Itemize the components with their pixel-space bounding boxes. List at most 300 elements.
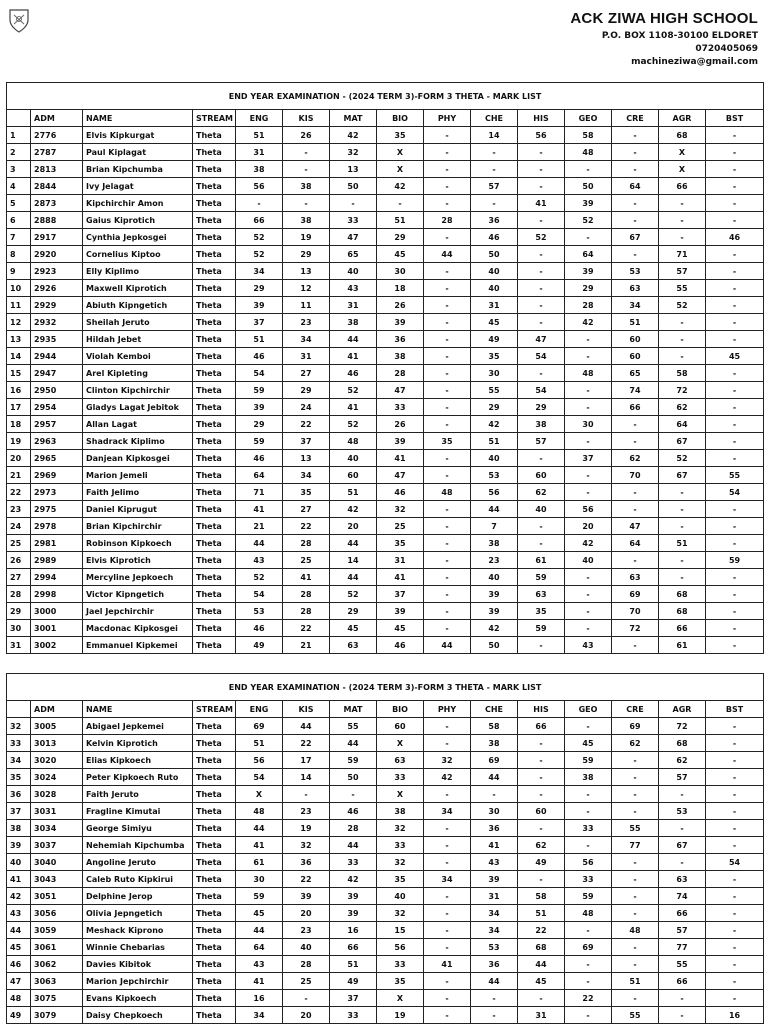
cell-agr: 67 — [659, 433, 706, 450]
cell-bst: - — [706, 195, 764, 212]
cell-agr: X — [659, 161, 706, 178]
cell-idx: 3 — [7, 161, 31, 178]
cell-che: 40 — [471, 263, 518, 280]
cell-name: Allan Lagat — [83, 416, 193, 433]
cell-cre: 55 — [612, 820, 659, 837]
cell-name: Danjean Kipkosgei — [83, 450, 193, 467]
cell-bst: - — [706, 382, 764, 399]
cell-bst: - — [706, 297, 764, 314]
cell-bst: - — [706, 718, 764, 735]
cell-che: 40 — [471, 569, 518, 586]
cell-idx: 2 — [7, 144, 31, 161]
cell-bio: 35 — [377, 973, 424, 990]
cell-name: Maxwell Kiprotich — [83, 280, 193, 297]
table-row — [7, 786, 764, 803]
cell-cre: 69 — [612, 718, 659, 735]
cell-che: - — [471, 1007, 518, 1024]
cell-phy: - — [424, 718, 471, 735]
column-header-adm: ADM — [31, 110, 83, 127]
cell-agr: 72 — [659, 718, 706, 735]
cell-eng: 51 — [236, 331, 283, 348]
cell-kis: 28 — [283, 956, 330, 973]
cell-phy: - — [424, 569, 471, 586]
cell-his: - — [518, 263, 565, 280]
cell-mat: 29 — [330, 603, 377, 620]
cell-his: 60 — [518, 467, 565, 484]
cell-mat: - — [330, 786, 377, 803]
cell-cre: 62 — [612, 450, 659, 467]
cell-name: Marion Jepchirchir — [83, 973, 193, 990]
cell-geo: 29 — [565, 280, 612, 297]
cell-his: 61 — [518, 552, 565, 569]
cell-geo: - — [565, 382, 612, 399]
cell-name: Ivy Jelagat — [83, 178, 193, 195]
column-header-name: NAME — [83, 110, 193, 127]
cell-geo: 48 — [565, 144, 612, 161]
cell-phy: - — [424, 263, 471, 280]
cell-adm: 3013 — [31, 735, 83, 752]
cell-mat: 33 — [330, 212, 377, 229]
cell-agr: 68 — [659, 586, 706, 603]
cell-phy: - — [424, 735, 471, 752]
table-row — [7, 973, 764, 990]
cell-mat: 46 — [330, 365, 377, 382]
cell-idx: 26 — [7, 552, 31, 569]
cell-stream: Theta — [193, 637, 236, 654]
cell-cre: - — [612, 127, 659, 144]
cell-phy: - — [424, 297, 471, 314]
cell-stream: Theta — [193, 348, 236, 365]
table-row — [7, 922, 764, 939]
cell-bst: - — [706, 837, 764, 854]
cell-eng: 31 — [236, 144, 283, 161]
cell-stream: Theta — [193, 229, 236, 246]
cell-bst: - — [706, 735, 764, 752]
cell-che: 14 — [471, 127, 518, 144]
cell-mat: 42 — [330, 501, 377, 518]
cell-idx: 44 — [7, 922, 31, 939]
cell-eng: 48 — [236, 803, 283, 820]
cell-eng: 53 — [236, 603, 283, 620]
cell-cre: 51 — [612, 973, 659, 990]
cell-kis: 25 — [283, 973, 330, 990]
cell-eng: 61 — [236, 854, 283, 871]
cell-phy: - — [424, 399, 471, 416]
cell-phy: - — [424, 450, 471, 467]
cell-cre: 62 — [612, 735, 659, 752]
cell-agr: 53 — [659, 803, 706, 820]
cell-his: - — [518, 820, 565, 837]
cell-idx: 4 — [7, 178, 31, 195]
cell-geo: 64 — [565, 246, 612, 263]
cell-cre: - — [612, 212, 659, 229]
cell-mat: 20 — [330, 518, 377, 535]
cell-geo: - — [565, 786, 612, 803]
cell-name: Evans Kipkoech — [83, 990, 193, 1007]
cell-adm: 2989 — [31, 552, 83, 569]
cell-che: 53 — [471, 467, 518, 484]
cell-agr: - — [659, 331, 706, 348]
cell-mat: 60 — [330, 467, 377, 484]
cell-geo: - — [565, 603, 612, 620]
cell-geo: 56 — [565, 501, 612, 518]
cell-mat: 51 — [330, 956, 377, 973]
table-row — [7, 888, 764, 905]
cell-agr: 55 — [659, 280, 706, 297]
cell-phy: - — [424, 280, 471, 297]
cell-bio: 39 — [377, 433, 424, 450]
cell-cre: - — [612, 637, 659, 654]
cell-kis: 29 — [283, 246, 330, 263]
table-row — [7, 382, 764, 399]
cell-stream: Theta — [193, 603, 236, 620]
cell-phy: - — [424, 127, 471, 144]
cell-che: 44 — [471, 973, 518, 990]
cell-stream: Theta — [193, 280, 236, 297]
cell-phy: - — [424, 467, 471, 484]
cell-mat: 44 — [330, 331, 377, 348]
cell-bio: 51 — [377, 212, 424, 229]
cell-che: 38 — [471, 735, 518, 752]
table-row — [7, 433, 764, 450]
cell-eng: 39 — [236, 399, 283, 416]
cell-adm: 2947 — [31, 365, 83, 382]
cell-bst: 46 — [706, 229, 764, 246]
cell-kis: 37 — [283, 433, 330, 450]
cell-idx: 46 — [7, 956, 31, 973]
cell-idx: 5 — [7, 195, 31, 212]
cell-mat: 44 — [330, 569, 377, 586]
cell-name: Elly Kiplimo — [83, 263, 193, 280]
cell-stream: Theta — [193, 990, 236, 1007]
cell-geo: 43 — [565, 637, 612, 654]
mark-list-table — [6, 82, 764, 654]
cell-name: Kelvin Kiprotich — [83, 735, 193, 752]
cell-name: Robinson Kipkoech — [83, 535, 193, 552]
cell-geo: - — [565, 484, 612, 501]
cell-eng: 16 — [236, 990, 283, 1007]
cell-che: 34 — [471, 922, 518, 939]
cell-eng: 71 — [236, 484, 283, 501]
cell-mat: 42 — [330, 127, 377, 144]
cell-adm: 2944 — [31, 348, 83, 365]
cell-eng: 64 — [236, 939, 283, 956]
cell-stream: Theta — [193, 212, 236, 229]
column-header-kis: KIS — [283, 110, 330, 127]
cell-mat: 28 — [330, 820, 377, 837]
table-row — [7, 416, 764, 433]
cell-eng: - — [236, 195, 283, 212]
column-header-mat: MAT — [330, 701, 377, 718]
cell-his: 66 — [518, 718, 565, 735]
cell-bio: 33 — [377, 769, 424, 786]
cell-stream: Theta — [193, 586, 236, 603]
cell-stream: Theta — [193, 718, 236, 735]
column-header-geo: GEO — [565, 110, 612, 127]
cell-his: 54 — [518, 348, 565, 365]
cell-mat: 46 — [330, 803, 377, 820]
cell-cre: 55 — [612, 1007, 659, 1024]
cell-bst: - — [706, 433, 764, 450]
cell-his: - — [518, 735, 565, 752]
cell-agr: 57 — [659, 922, 706, 939]
cell-bio: 29 — [377, 229, 424, 246]
cell-agr: - — [659, 854, 706, 871]
cell-name: Delphine Jerop — [83, 888, 193, 905]
cell-name: Arel Kipleting — [83, 365, 193, 382]
cell-che: - — [471, 786, 518, 803]
cell-mat: 55 — [330, 718, 377, 735]
cell-his: 60 — [518, 803, 565, 820]
cell-cre: 77 — [612, 837, 659, 854]
cell-idx: 22 — [7, 484, 31, 501]
cell-che: 42 — [471, 416, 518, 433]
cell-phy: - — [424, 195, 471, 212]
cell-mat: 38 — [330, 314, 377, 331]
cell-bio: 39 — [377, 314, 424, 331]
cell-his: 40 — [518, 501, 565, 518]
cell-stream: Theta — [193, 735, 236, 752]
cell-mat: 65 — [330, 246, 377, 263]
cell-stream: Theta — [193, 820, 236, 837]
cell-stream: Theta — [193, 518, 236, 535]
cell-che: - — [471, 990, 518, 1007]
cell-stream: Theta — [193, 620, 236, 637]
cell-adm: 3002 — [31, 637, 83, 654]
cell-adm: 2969 — [31, 467, 83, 484]
cell-phy: - — [424, 144, 471, 161]
cell-stream: Theta — [193, 195, 236, 212]
table-row — [7, 161, 764, 178]
cell-bio: 30 — [377, 263, 424, 280]
cell-mat: 37 — [330, 990, 377, 1007]
cell-bio: 18 — [377, 280, 424, 297]
cell-cre: 60 — [612, 331, 659, 348]
cell-agr: - — [659, 1007, 706, 1024]
cell-name: Jael Jepchirchir — [83, 603, 193, 620]
cell-bio: 47 — [377, 382, 424, 399]
cell-adm: 3061 — [31, 939, 83, 956]
cell-kis: 41 — [283, 569, 330, 586]
cell-bst: - — [706, 786, 764, 803]
cell-bst: - — [706, 922, 764, 939]
cell-geo: 20 — [565, 518, 612, 535]
cell-bio: 33 — [377, 956, 424, 973]
cell-agr: - — [659, 501, 706, 518]
cell-his: 49 — [518, 854, 565, 871]
cell-che: 53 — [471, 939, 518, 956]
cell-mat: 51 — [330, 484, 377, 501]
cell-che: 35 — [471, 348, 518, 365]
cell-name: Marion Jemeli — [83, 467, 193, 484]
cell-kis: 28 — [283, 603, 330, 620]
cell-bst: 16 — [706, 1007, 764, 1024]
cell-kis: 17 — [283, 752, 330, 769]
cell-cre: - — [612, 769, 659, 786]
cell-name: Abigael Jepkemei — [83, 718, 193, 735]
cell-adm: 2844 — [31, 178, 83, 195]
cell-che: 44 — [471, 501, 518, 518]
cell-agr: 71 — [659, 246, 706, 263]
cell-geo: - — [565, 803, 612, 820]
cell-bst: - — [706, 752, 764, 769]
cell-mat: 50 — [330, 178, 377, 195]
cell-adm: 2978 — [31, 518, 83, 535]
column-header-bst: BST — [706, 110, 764, 127]
cell-kis: 32 — [283, 837, 330, 854]
cell-cre: 63 — [612, 280, 659, 297]
cell-kis: 13 — [283, 263, 330, 280]
cell-idx: 16 — [7, 382, 31, 399]
cell-adm: 2920 — [31, 246, 83, 263]
cell-geo: 50 — [565, 178, 612, 195]
cell-geo: 30 — [565, 416, 612, 433]
cell-bst: 59 — [706, 552, 764, 569]
cell-eng: 59 — [236, 382, 283, 399]
cell-bst: - — [706, 127, 764, 144]
cell-che: 23 — [471, 552, 518, 569]
cell-phy: - — [424, 973, 471, 990]
cell-eng: 43 — [236, 956, 283, 973]
cell-geo: - — [565, 837, 612, 854]
cell-eng: 30 — [236, 871, 283, 888]
cell-idx: 27 — [7, 569, 31, 586]
cell-adm: 2923 — [31, 263, 83, 280]
cell-idx: 14 — [7, 348, 31, 365]
cell-kis: 12 — [283, 280, 330, 297]
cell-adm: 3000 — [31, 603, 83, 620]
cell-phy: 34 — [424, 871, 471, 888]
cell-bst: - — [706, 637, 764, 654]
cell-cre: 53 — [612, 263, 659, 280]
cell-geo: - — [565, 331, 612, 348]
cell-agr: 61 — [659, 637, 706, 654]
cell-idx: 12 — [7, 314, 31, 331]
table-row — [7, 246, 764, 263]
cell-his: - — [518, 246, 565, 263]
cell-cre: - — [612, 752, 659, 769]
cell-bst: - — [706, 263, 764, 280]
cell-kis: 39 — [283, 888, 330, 905]
cell-name: Hildah Jebet — [83, 331, 193, 348]
cell-che: 39 — [471, 871, 518, 888]
cell-adm: 2973 — [31, 484, 83, 501]
cell-geo: - — [565, 922, 612, 939]
cell-bst: - — [706, 888, 764, 905]
cell-his: - — [518, 365, 565, 382]
cell-eng: 45 — [236, 905, 283, 922]
cell-agr: 67 — [659, 467, 706, 484]
cell-eng: 52 — [236, 569, 283, 586]
table-row — [7, 501, 764, 518]
cell-name: Brian Kipchirchir — [83, 518, 193, 535]
cell-agr: - — [659, 518, 706, 535]
cell-kis: 11 — [283, 297, 330, 314]
cell-phy: 34 — [424, 803, 471, 820]
cell-agr: - — [659, 552, 706, 569]
cell-stream: Theta — [193, 973, 236, 990]
cell-bst: - — [706, 178, 764, 195]
cell-agr: 55 — [659, 956, 706, 973]
cell-bst: - — [706, 314, 764, 331]
cell-mat: 13 — [330, 161, 377, 178]
cell-his: - — [518, 450, 565, 467]
cell-adm: 2932 — [31, 314, 83, 331]
cell-bst: - — [706, 518, 764, 535]
cell-cre: 66 — [612, 399, 659, 416]
cell-cre: 63 — [612, 569, 659, 586]
column-header-bio: BIO — [377, 701, 424, 718]
cell-kis: 23 — [283, 922, 330, 939]
table-row — [7, 905, 764, 922]
cell-eng: 52 — [236, 246, 283, 263]
cell-kis: 27 — [283, 501, 330, 518]
cell-stream: Theta — [193, 871, 236, 888]
cell-stream: Theta — [193, 416, 236, 433]
column-header-his: HIS — [518, 110, 565, 127]
cell-cre: 67 — [612, 229, 659, 246]
cell-agr: 52 — [659, 450, 706, 467]
column-header-agr: AGR — [659, 701, 706, 718]
cell-his: - — [518, 161, 565, 178]
cell-stream: Theta — [193, 178, 236, 195]
table-row — [7, 263, 764, 280]
cell-mat: 40 — [330, 263, 377, 280]
cell-stream: Theta — [193, 854, 236, 871]
table-row — [7, 467, 764, 484]
cell-his: - — [518, 769, 565, 786]
cell-cre: 34 — [612, 297, 659, 314]
cell-stream: Theta — [193, 127, 236, 144]
cell-idx: 41 — [7, 871, 31, 888]
cell-name: Abiuth Kipngetich — [83, 297, 193, 314]
cell-his: 47 — [518, 331, 565, 348]
cell-bio: 41 — [377, 569, 424, 586]
table-row — [7, 769, 764, 786]
cell-idx: 23 — [7, 501, 31, 518]
cell-che: 56 — [471, 484, 518, 501]
cell-cre: - — [612, 501, 659, 518]
cell-che: 39 — [471, 586, 518, 603]
cell-idx: 36 — [7, 786, 31, 803]
cell-che: 69 — [471, 752, 518, 769]
cell-name: Clinton Kipchirchir — [83, 382, 193, 399]
cell-adm: 2873 — [31, 195, 83, 212]
cell-che: 31 — [471, 888, 518, 905]
cell-stream: Theta — [193, 888, 236, 905]
cell-agr: 72 — [659, 382, 706, 399]
cell-phy: 44 — [424, 246, 471, 263]
cell-name: Peter Kipkoech Ruto — [83, 769, 193, 786]
cell-mat: 50 — [330, 769, 377, 786]
cell-eng: 43 — [236, 552, 283, 569]
cell-che: 41 — [471, 837, 518, 854]
cell-cre: - — [612, 939, 659, 956]
header-row — [7, 110, 764, 127]
cell-idx: 49 — [7, 1007, 31, 1024]
cell-phy: - — [424, 854, 471, 871]
cell-bst: 54 — [706, 484, 764, 501]
cell-name: Macdonac Kipkosgei — [83, 620, 193, 637]
cell-bio: 41 — [377, 450, 424, 467]
cell-phy: 35 — [424, 433, 471, 450]
cell-cre: - — [612, 854, 659, 871]
column-header-name: NAME — [83, 701, 193, 718]
cell-agr: 62 — [659, 752, 706, 769]
cell-agr: 62 — [659, 399, 706, 416]
cell-mat: - — [330, 195, 377, 212]
cell-agr: - — [659, 229, 706, 246]
